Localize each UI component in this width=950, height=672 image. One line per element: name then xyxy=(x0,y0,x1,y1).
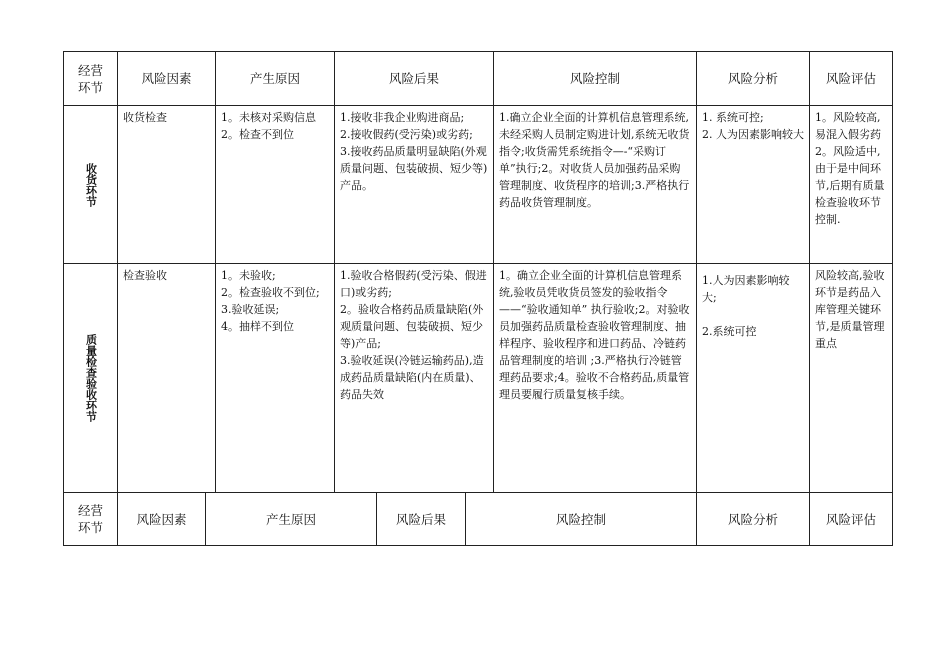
row-factor: 收货检查 xyxy=(123,111,167,124)
header-analysis: 风险分析 xyxy=(727,71,778,86)
row-consequence: 1.接收非我企业购进商品; 2.接收假药(受污染)或劣药; 3.接收药品质量明显缺陷(外观质量问题、包装破损、短少等)产品。 xyxy=(340,111,488,192)
footer-cause: 产生原因 xyxy=(265,511,316,527)
row-evaluation: 风险较高,验收环节是药品入库管理关键环节,是质量管理重点 xyxy=(815,269,885,350)
header-factor: 风险因素 xyxy=(141,71,192,86)
table-border-right xyxy=(892,51,893,546)
row-consequence: 1.验收合格假药(受污染、假进口)或劣药; 2。验收合格药品质量缺陷(外观质量问题、包装破损、短少等)产品; 3.验收延误(冷链运输药品),造成药品质量缺陷(内在质量)、药品失效 xyxy=(340,269,487,401)
footer-evaluation: 风险评估 xyxy=(825,511,876,527)
row-control: 1。确立企业全面的计算机信息管理系统,验收员凭收货员签发的验收指令——“验收通知单” 执行验收;2。对验收员加强药品质量检查验收管理制度、抽样程序、验收程序和进口药品、冷链药品管理制度的培训 ;3.严格执行冷链管理药品要求;4。验收不合格药品,质量管理员要履行质量复核手续。 xyxy=(499,269,690,401)
risk-table xyxy=(63,51,893,546)
footer-factor: 风险因素 xyxy=(136,511,187,527)
row-factor: 检查验收 xyxy=(123,269,167,282)
table-border-bottom xyxy=(63,545,893,546)
row-analysis: 1.人为因素影响较大; 2.系统可控 xyxy=(702,274,790,338)
header-cause: 产生原因 xyxy=(249,71,300,86)
row-evaluation: 1。风险较高,易混入假劣药 2。风险适中,由于是中间环节,后期有质量检查验收环节控制. xyxy=(815,111,885,226)
row-cause: 1。未验收; 2。检查验收不到位; 3.验收延误; 4。抽样不到位 xyxy=(221,269,320,333)
header-control: 风险控制 xyxy=(569,71,620,86)
footer-control: 风险控制 xyxy=(555,511,606,527)
header-consequence: 风险后果 xyxy=(388,71,439,86)
row-analysis: 1. 系统可控; 2. 人为因素影响较大 xyxy=(702,111,804,141)
footer-consequence: 风险后果 xyxy=(395,511,446,527)
row-stage: 质量检查验收环节 xyxy=(84,334,98,422)
header-stage: 经营 环节 xyxy=(77,62,103,95)
footer-analysis: 风险分析 xyxy=(727,511,778,527)
footer-stage: 经营 环节 xyxy=(77,503,103,535)
row-control: 1.确立企业全面的计算机信息管理系统,未经采购人员制定购进计划,系统无收货指令;收货需凭系统指令—-“采购订单”执行;2。对收货人员加强药品采购管理制度、收货程序的培训;3.严格执行药品收货管理制度。 xyxy=(499,111,690,209)
header-evaluation: 风险评估 xyxy=(825,71,876,86)
row-stage: 收货环节 xyxy=(84,162,98,207)
row-cause: 1。未核对采购信息 2。检查不到位 xyxy=(221,111,316,141)
